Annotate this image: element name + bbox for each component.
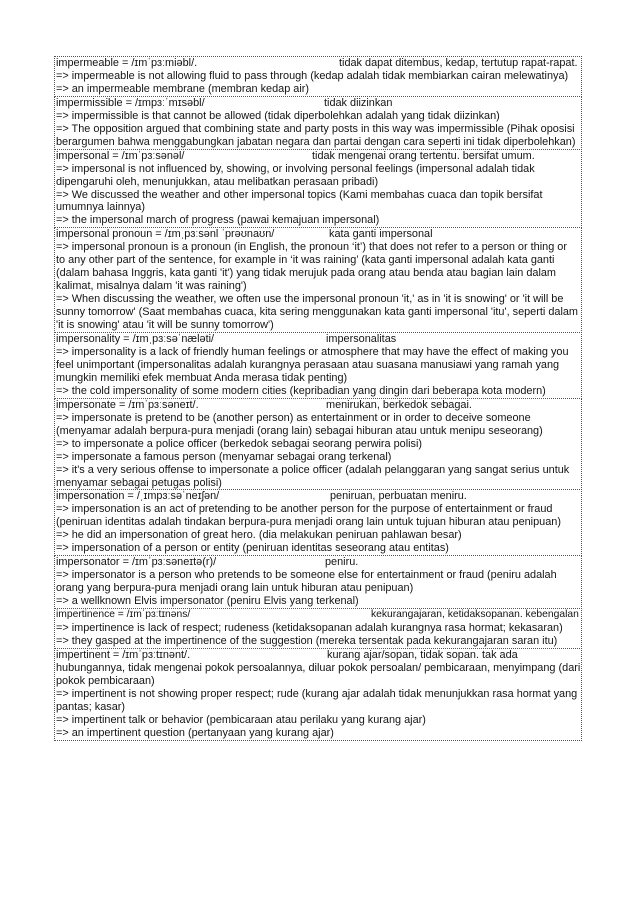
- headword: impersonal pronoun = /ɪmˌpɜːsənl ˈprəʊnaʊn/: [56, 228, 275, 241]
- entry-line: => an impermeable membrane (membran kedap air): [56, 82, 310, 95]
- entry-header: [56, 649, 580, 662]
- entry-header: [56, 609, 580, 622]
- entry-impersonator: [54, 555, 582, 609]
- entry-line: => impersonator is a person who pretends to be someone else for entertainment or fraud (peniru adalah: [56, 569, 557, 582]
- entry-line: => an impertinent question (pertanyaan yang kurang ajar): [56, 726, 334, 739]
- entry-line: pantas; kasar): [56, 700, 126, 713]
- entry-impersonate: [54, 398, 582, 491]
- glossary-sheet: [54, 57, 582, 741]
- entry-line: kalimat, misalnya dalam 'it was raining'): [56, 280, 247, 293]
- entry-line: umumnya lainnya): [56, 201, 145, 214]
- entry-impersonal: [54, 149, 582, 229]
- translation: kekurangajaran, ketidaksopanan. kebengalan: [371, 609, 579, 621]
- translation: tidak dapat ditembus, kedap, tertutup rapat-rapat.: [339, 57, 578, 69]
- entry-line: mungkin memiliki efek membuat Anda merasa tidak penting): [56, 371, 348, 384]
- entry-line: => impersonation of a person or entity (peniruan identitas seseorang atau entitas): [56, 542, 449, 555]
- entry-line: => We discussed the weather and other impersonal topics (Kami membahas cuaca dan topik bersifat: [56, 188, 543, 201]
- entry-line: hubungannya, tidak mengenai pokok persoalannya, diluar pokok persoalan/ pembicaraan, menyimpang (dari: [56, 661, 580, 674]
- entry-line: to any other part of the sentence, for example in ‘it was raining’ (kata ganti impersonal adalah kata ganti: [56, 254, 555, 267]
- entry-line: => impersonation is an act of pretending to be another person for the purpose of entertainment or fraud: [56, 503, 553, 516]
- translation: peniruan, perbuatan meniru.: [330, 490, 467, 503]
- entry-line: (peniruan identitas adalah tindakan berpura-pura menjadi orang lain untuk tujuan hiburan atau penipuan): [56, 516, 561, 529]
- entry-line: menyamar sebagai petugas polisi): [56, 476, 222, 489]
- entry-header: [56, 333, 580, 346]
- entry-impersonal-pronoun: [54, 227, 582, 333]
- entry-line: => impertinent talk or behavior (pembicaraan atau perilaku yang kurang ajar): [56, 713, 426, 726]
- headword: impertinence = /ɪmˈpɜːtɪnəns/: [56, 609, 191, 621]
- entry-line: => impersonate is pretend to be (another person) as entertainment or in order to deceive someone: [56, 411, 531, 424]
- headword: impersonality = /ɪmˌpɜːsəˈnæləti/: [56, 333, 215, 346]
- translation: menirukan, berkedok sebagai.: [326, 398, 472, 411]
- entry-line: => a wellknown Elvis impersonator (peniru Elvis yang terkenal): [56, 595, 359, 608]
- entry-line: => impertinent is not showing proper respect; rude (kurang ajar adalah tidak menunjukkan rasa hormat yang: [56, 687, 578, 700]
- entry-impersonality: [54, 332, 582, 399]
- translation: impersonalitas: [326, 333, 397, 346]
- entry-header: [56, 556, 580, 569]
- entry-line: (menyamar adalah berpura-pura menjadi (orang lain) sebagai hiburan atau untuk menipu seseorang): [56, 424, 543, 437]
- entry-line: => impermeable is not allowing fluid to pass through (kedap adalah tidak membiarkan cairan melewatinya): [56, 69, 569, 82]
- entry-line: (dalam bahasa Inggris, kata ganti 'it') yang tidak merujuk pada orang atau benda atau bagian lain dalam: [56, 267, 557, 280]
- entry-line: dipengaruhi oleh, menunjukkan, atau melibatkan perasaan pribadi): [56, 175, 379, 188]
- headword: impertinent = /ɪmˈpɜːtɪnənt/.: [56, 648, 191, 661]
- entry-line: => When discussing the weather, we often use the impersonal pronoun 'it,' as in 'it is snowing' or 'it will be: [56, 293, 564, 306]
- entry-line: pokok pembicaraan): [56, 674, 155, 687]
- entry-header: [56, 57, 580, 70]
- entry-header: [56, 399, 580, 412]
- entry-impermissible: [54, 96, 582, 150]
- headword: impermeable = /ɪmˈpɜːmiəbl/.: [56, 57, 198, 69]
- translation: kata ganti impersonal: [329, 228, 433, 241]
- entry-impermeable: [54, 56, 582, 97]
- entry-impertinence: [54, 608, 582, 649]
- entry-line: => impermissible is that cannot be allowed (tidak diperbolehkan adalah yang tidak diizinkan): [56, 109, 500, 122]
- entry-line: orang yang berpura-pura menjadi orang lain untuk hiburan atau penipuan): [56, 582, 414, 595]
- entry-line: => impersonal pronoun is a pronoun (in English, the pronoun ‘it’) that does not refer to a person or thing or: [56, 241, 567, 254]
- headword: impermissible = /ɪmpɜːˈmɪsəbl/: [56, 96, 205, 109]
- entry-header: [56, 97, 580, 110]
- entry-line: => he did an impersonation of great hero. (dia melakukan peniruan pahlawan besar): [56, 529, 462, 542]
- entry-line: => it's a very serious offense to impersonate a police officer (adalah pelanggaran yang sangat serius untuk: [56, 463, 570, 476]
- entry-line: => impersonal is not influenced by, showing, or involving personal feelings (impersonal adalah tidak: [56, 162, 535, 175]
- headword: impersonator = /ɪmˈpɜːsəneɪtə(r)/: [56, 556, 217, 569]
- entry-line: => impertinence is lack of respect; rudeness (ketidaksopanan adalah kurangnya rasa hormat; kekasaran): [56, 621, 563, 634]
- entry-line: => to impersonate a police officer (berkedok sebagai seorang perwira polisi): [56, 437, 423, 450]
- entry-line: berargumen bahwa menggabungkan jabatan negara dan partai dengan cara seperti ini tidak diperbolehkan): [56, 135, 576, 148]
- entry-line: 'it is snowing' atau 'it will be sunny tomorrow'): [56, 319, 274, 332]
- translation: peniru.: [325, 556, 359, 569]
- entry-header: [56, 150, 580, 163]
- entry-line: feel unimportant (impersonalitas adalah kurangnya perasaan atau suasana manusiawi yang ramah yang: [56, 358, 560, 371]
- entry-line: => the cold impersonality of some modern cities (kepribadian yang dingin dari beberapa kota modern): [56, 384, 546, 397]
- translation: tidak diizinkan: [324, 96, 393, 109]
- entry-line: => The opposition argued that combining state and party posts in this way was impermissible (Pihak oposisi: [56, 122, 575, 135]
- entry-line: => impersonate a famous person (menyamar sebagai orang terkenal): [56, 450, 392, 463]
- entry-line: => impersonality is a lack of friendly human feelings or atmosphere that may have the effect of making you: [56, 345, 569, 358]
- translation: kurang ajar/sopan, tidak sopan. tak ada: [327, 648, 518, 661]
- entry-header: [56, 490, 580, 503]
- translation: tidak mengenai orang tertentu. bersifat umum.: [312, 149, 535, 162]
- headword: impersonate = /ɪmˈpɜːsəneɪt/.: [56, 398, 199, 411]
- entry-line: => they gasped at the impertinence of the suggestion (mereka tersentak pada kekurangajaran saran itu): [56, 634, 558, 647]
- entry-impersonation: [54, 489, 582, 556]
- entry-header: [56, 228, 580, 241]
- headword: impersonal = /ɪmˈpɜːsənəl/: [56, 149, 185, 162]
- entry-impertinent: [54, 648, 582, 741]
- headword: impersonation = /ˌɪmpɜːsəˈneɪʃən/: [56, 490, 220, 503]
- entry-line: sunny tomorrow' (Saat membahas cuaca, kita sering menggunakan kata ganti impersonal 'itu', seperti dalam: [56, 306, 578, 319]
- entry-line: => the impersonal march of progress (pawai kemajuan impersonal): [56, 214, 380, 227]
